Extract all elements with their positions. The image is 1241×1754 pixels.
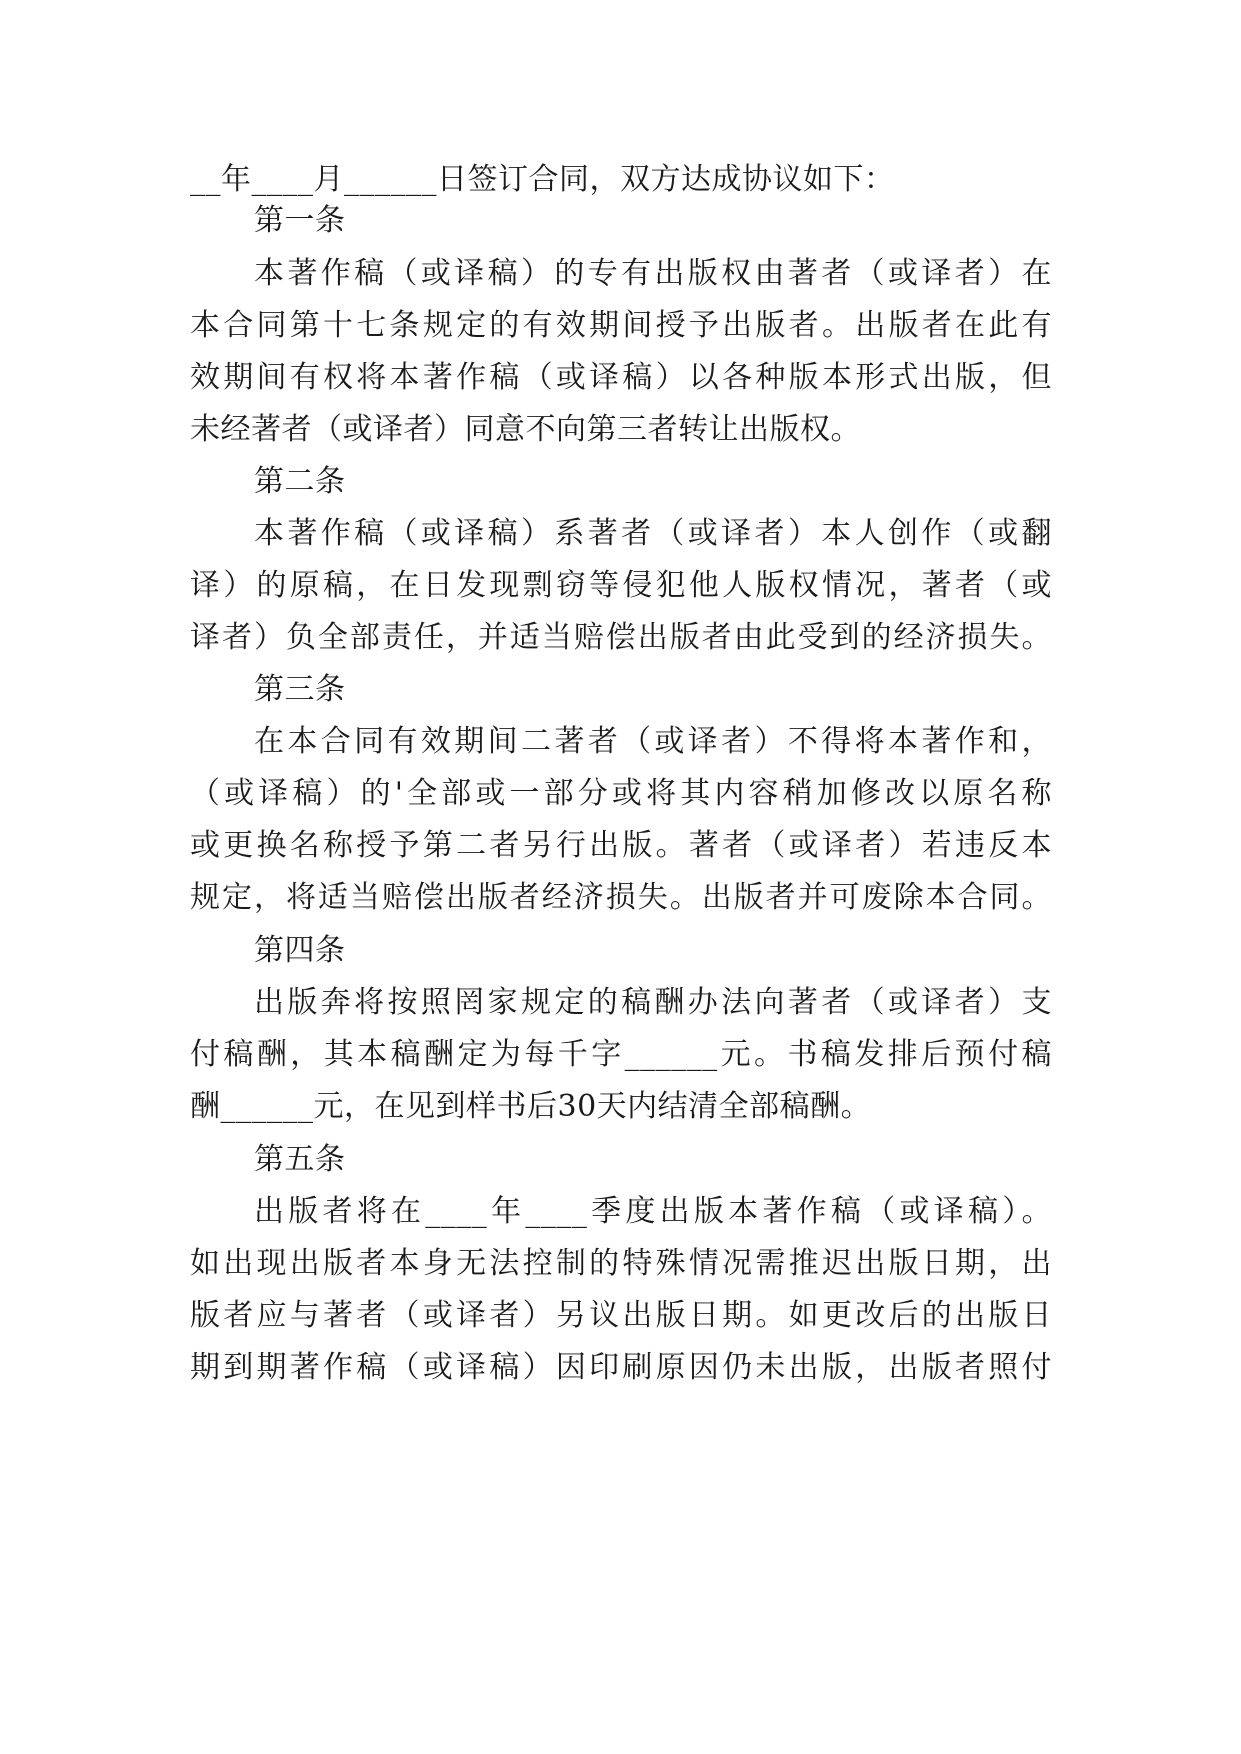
article-4-line-3: 酬______元，在见到样书后30天内结清全部稿酬。 <box>190 1089 872 1124</box>
article-3-line-2: （或译稿）的'全部或一部分或将其内容稍加修改以原名称 <box>190 776 1052 811</box>
article-5-line-4: 期到期著作稿（或译稿）因印刷原因仍未出版，出版者照付 <box>190 1350 1052 1385</box>
article-3-heading: 第三条 <box>254 672 346 707</box>
article-1-line-1: 本著作稿（或译稿）的专有出版权由著者（或译者）在 <box>254 256 1052 291</box>
article-2-line-1: 本著作稿（或译稿）系著者（或译者）本人创作（或翻 <box>254 516 1052 551</box>
intro-line: __年____月______日签订合同，双方达成协议如下： <box>190 162 895 197</box>
article-4-line-2: 付稿酬，其本稿酬定为每千字______元。书稿发排后预付稿 <box>190 1037 1052 1072</box>
article-1-line-3: 效期间有权将本著作稿（或译稿）以各种版本形式出版，但 <box>190 360 1052 395</box>
article-5-line-1: 出版者将在____年____季度出版本著作稿（或译稿）。 <box>254 1194 1052 1229</box>
article-3-line-4: 规定，将适当赔偿出版者经济损失。出版者并可废除本合同。 <box>190 880 1052 915</box>
article-3-line-1: 在本合同有效期间二著者（或译者）不得将本著作和， <box>254 724 1052 759</box>
article-1-line-4: 未经著者（或译者）同意不向第三者转让出版权。 <box>190 412 861 447</box>
article-3-line-3: 或更换名称授予第二者另行出版。著者（或译者）若违反本 <box>190 828 1052 863</box>
article-1-heading: 第一条 <box>254 203 346 238</box>
article-4-heading: 第四条 <box>254 933 346 968</box>
article-5-heading: 第五条 <box>254 1142 346 1177</box>
article-1-line-2: 本合同第十七条规定的有效期间授予出版者。出版者在此有 <box>190 308 1052 343</box>
article-2-line-2: 译）的原稿，在日发现剽窃等侵犯他人版权情况，著者（或 <box>190 568 1052 603</box>
article-2-heading: 第二条 <box>254 464 346 499</box>
article-5-line-3: 版者应与著者（或译者）另议出版日期。如更改后的出版日 <box>190 1298 1052 1333</box>
article-4-line-1: 出版奔将按照罔家规定的稿酬办法向著者（或译者）支 <box>254 985 1052 1020</box>
article-2-line-3: 译者）负全部责任，并适当赔偿出版者由此受到的经济损失。 <box>190 620 1052 655</box>
article-5-line-2: 如出现出版者本身无法控制的特殊情况需推迟出版日期，出 <box>190 1246 1052 1281</box>
